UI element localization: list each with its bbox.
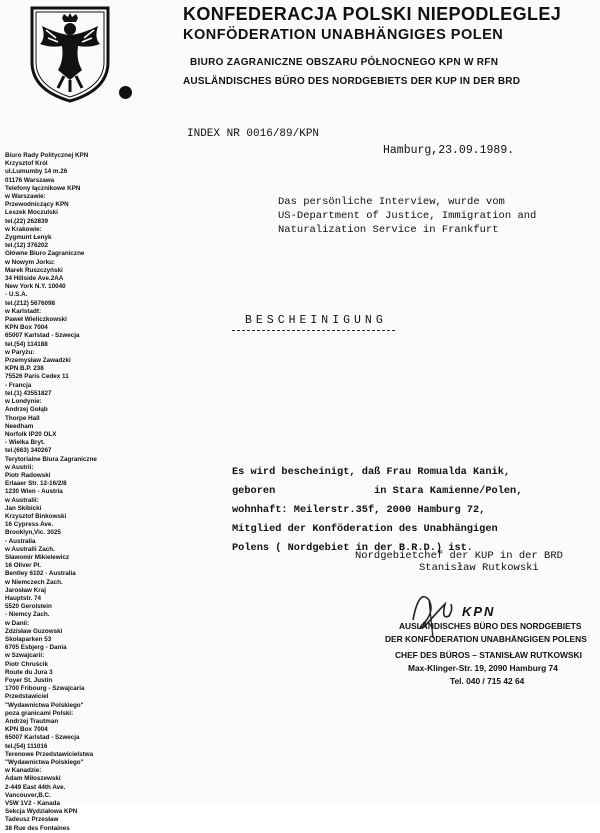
body-line: wohnhaft: Meilerstr.35f, 2000 Hamburg 72, bbox=[232, 504, 486, 516]
sidebar-line: w Londynie: bbox=[5, 398, 42, 406]
sidebar-line: tel.(1) 43551827 bbox=[5, 389, 52, 397]
sidebar-contact-list bbox=[5, 152, 125, 833]
signature-name: Stanisław Rutkowski bbox=[419, 562, 539, 574]
sidebar-line: Przedstawiciel bbox=[5, 693, 49, 701]
sidebar-line: Vancouver,B.C. bbox=[5, 791, 51, 799]
document-date: Hamburg,23.09.1989. bbox=[383, 144, 515, 157]
sidebar-line: New York N.Y. 10040 bbox=[5, 283, 66, 291]
handwritten-signature bbox=[405, 580, 465, 640]
sidebar-line: tel.(54) 111016 bbox=[5, 742, 48, 750]
sidebar-line: w Austrii: bbox=[5, 463, 34, 471]
sidebar-line: w Kanadzie: bbox=[5, 767, 42, 775]
stamp-line: Max-Klinger-Str. 19, 2090 Hamburg 74 bbox=[408, 663, 558, 673]
sidebar-line: V5W 1V2 - Kanada bbox=[5, 800, 60, 808]
sidebar-line: Thorpe Hall bbox=[5, 414, 40, 422]
sidebar-line: Marek Ruszczyński bbox=[5, 266, 63, 274]
header-office-polish: BIURO ZAGRANICZNE OBSZARU PÓŁNOCNEGO KPN W RFN bbox=[190, 57, 499, 68]
sidebar-line: Erlaaer Str. 12-16/2/8 bbox=[5, 480, 67, 488]
intro-line: Das persönliche Interview, wurde vom bbox=[278, 196, 505, 208]
sidebar-line: Zygmunt Łenyk bbox=[5, 234, 52, 242]
signature-role: Nordgebietchef der KUP in der BRD bbox=[355, 550, 563, 562]
intro-paragraph bbox=[278, 195, 588, 237]
punch-hole-mark bbox=[119, 86, 132, 99]
sidebar-line: 75526 Paris Cedex 11 bbox=[5, 373, 69, 381]
sidebar-line: tel.(12) 376202 bbox=[5, 242, 49, 250]
header-office-german: AUSLÄNDISCHES BÜRO DES NORDGEBIETS DER KUP IN DER BRD bbox=[183, 76, 521, 87]
sidebar-line: 1230 Wien - Austria bbox=[5, 488, 63, 496]
sidebar-line: tel.(663) 340267 bbox=[5, 447, 52, 455]
sidebar-line: 5520 Gerolstein bbox=[5, 603, 52, 611]
sidebar-line: - Niemcy Zach. bbox=[5, 611, 50, 619]
sidebar-line: Krzysztof Binkowski bbox=[5, 512, 67, 520]
sidebar-line: w Nowym Jorku: bbox=[5, 258, 56, 266]
sidebar-line: Bentley 6102 - Australia bbox=[5, 570, 76, 578]
sidebar-line: tel.(54) 114188 bbox=[5, 340, 48, 348]
sidebar-line: Sławomir Mikielewicz bbox=[5, 553, 70, 561]
stamp-line: DER KONFÖDERATION UNABHÄNGIGEN POLENS bbox=[385, 634, 587, 644]
sidebar-line: "Wydawnictwa Polskiego" bbox=[5, 759, 84, 767]
sidebar-line: - Australia bbox=[5, 537, 36, 545]
sidebar-line: 65007 Karlstad - Szwecja bbox=[5, 332, 80, 340]
sidebar-line: 16 Cypress Ave. bbox=[5, 521, 54, 529]
sidebar-line: poza granicami Polski: bbox=[5, 709, 74, 717]
sidebar-line: tel.(22) 262839 bbox=[5, 217, 49, 225]
sidebar-line: 16 Oliver Pl. bbox=[5, 562, 42, 570]
stamp-line: AUSLÄNDISCHES BÜRO DES NORDGEBIETS bbox=[399, 621, 582, 631]
sidebar-line: "Wydawnictwa Polskiego" bbox=[5, 701, 84, 709]
sidebar-line: Terytorialne Biura Zagraniczne bbox=[5, 455, 97, 463]
sidebar-line: KPN Box 7004 bbox=[5, 324, 48, 332]
header-title-german: KONFÖDERATION UNABHÄNGIGES POLEN bbox=[183, 27, 504, 43]
sidebar-line: Leszek Moczulski bbox=[5, 209, 58, 217]
sidebar-line: Terenowe Przedstawicielstwa bbox=[5, 750, 94, 758]
sidebar-line: KPN Box 7004 bbox=[5, 726, 48, 734]
title-underline bbox=[232, 330, 395, 331]
sidebar-line: Andrzej Gołąb bbox=[5, 406, 48, 414]
sidebar-line: tel.(212) 5676098 bbox=[5, 299, 56, 307]
sidebar-line: Piotr Radowski bbox=[5, 471, 51, 479]
sidebar-line: Telefony łącznikowe KPN bbox=[5, 184, 81, 192]
sidebar-line: w Warszawie: bbox=[5, 193, 46, 201]
sidebar-line: Norfolk IP20 OLX bbox=[5, 430, 57, 438]
sidebar-line: Needham bbox=[5, 422, 34, 430]
intro-line: US-Department of Justice, Immigration and bbox=[278, 210, 537, 222]
sidebar-line: - Francja bbox=[5, 381, 32, 389]
sidebar-line: w Australii Zach. bbox=[5, 545, 55, 553]
body-line: Mitglied der Konföderation des Unabhängigen bbox=[232, 523, 498, 535]
index-number: INDEX NR 0016/89/KPN bbox=[187, 128, 320, 140]
sidebar-line: 01176 Warszawa bbox=[5, 176, 55, 184]
polish-eagle-emblem bbox=[28, 4, 112, 104]
header-title-polish: KONFEDERACJA POLSKI NIEPODLEGLEJ bbox=[183, 4, 562, 24]
stamp-logo: KPN bbox=[462, 604, 496, 619]
sidebar-line: 1700 Fribourg - Szwajcaria bbox=[5, 685, 85, 693]
sidebar-line: Brooklyn,Vic. 3025 bbox=[5, 529, 61, 537]
sidebar-line: w Paryżu: bbox=[5, 348, 35, 356]
sidebar-line: 65007 Karlstad - Szwecja bbox=[5, 734, 80, 742]
sidebar-line: Hauptstr. 74 bbox=[5, 594, 42, 602]
sidebar-line: w Australii: bbox=[5, 496, 39, 504]
sidebar-line: Route du Jura 3 bbox=[5, 668, 53, 676]
sidebar-line: Zdzisław Guzowski bbox=[5, 627, 63, 635]
sidebar-line: KPN B.P. 238 bbox=[5, 365, 44, 373]
sidebar-line: Paweł Wieliczkowski bbox=[5, 316, 67, 324]
sidebar-line: Przewodniczący KPN bbox=[5, 201, 69, 209]
sidebar-line: - U.S.A. bbox=[5, 291, 28, 299]
sidebar-line: w Karlstadt: bbox=[5, 307, 42, 315]
sidebar-line: w Szwajcarii: bbox=[5, 652, 45, 660]
body-line: Es wird bescheinigt, daß Frau Romualda Kanik, bbox=[232, 466, 511, 478]
sidebar-line: 34 Hillside Ave.2AA bbox=[5, 275, 64, 283]
intro-line: Naturalization Service in Frankfurt bbox=[278, 224, 499, 236]
sidebar-line: Jarosław Kraj bbox=[5, 586, 46, 594]
sidebar-line: Tadeusz Przesław bbox=[5, 816, 59, 824]
sidebar-line: Biuro Rady Politycznej KPN bbox=[5, 152, 89, 159]
sidebar-line: Główne Biuro Zagraniczne bbox=[5, 250, 85, 258]
sidebar-line: ul.Lumumby 14 m.26 bbox=[5, 168, 68, 176]
sidebar-line: Andrzej Trautman bbox=[5, 718, 59, 726]
sidebar-line: Przemysław Zawadzki bbox=[5, 357, 71, 365]
sidebar-line: Skolaparken 53 bbox=[5, 635, 52, 643]
sidebar-line: Krzysztof Król bbox=[5, 160, 48, 168]
sidebar-line: 38 Rue des Fontaines bbox=[5, 824, 70, 832]
sidebar-line: Jan Skibicki bbox=[5, 504, 42, 512]
sidebar-line: 2-449 East 44th Ave. bbox=[5, 783, 66, 791]
sidebar-line: Sekcja Wydziałowa KPN bbox=[5, 808, 78, 816]
sidebar-line: Piotr Chruścik bbox=[5, 660, 49, 668]
document-title: BESCHEINIGUNG bbox=[245, 314, 387, 327]
sidebar-line: Adam Miłoszewski bbox=[5, 775, 61, 783]
stamp-line: CHEF DES BÜROS – STANISŁAW RUTKOWSKI bbox=[395, 650, 582, 660]
certificate-body bbox=[232, 463, 582, 558]
body-line: Polens ( Nordgebiet in der B.R.D.) ist. bbox=[232, 542, 473, 554]
sidebar-line: w Niemczech Zach. bbox=[5, 578, 63, 586]
sidebar-line: w Krakowie: bbox=[5, 225, 42, 233]
sidebar-line: Foyer St. Justin bbox=[5, 677, 53, 684]
stamp-line: Tel. 040 / 715 42 64 bbox=[450, 676, 525, 686]
sidebar-line: - Wielka Bryt. bbox=[5, 439, 45, 447]
sidebar-line: w Danii: bbox=[5, 619, 30, 627]
sidebar-line: 6705 Esbjerg - Dania bbox=[5, 644, 67, 652]
body-line: geboren in Stara Kamienne/Polen, bbox=[232, 485, 523, 497]
